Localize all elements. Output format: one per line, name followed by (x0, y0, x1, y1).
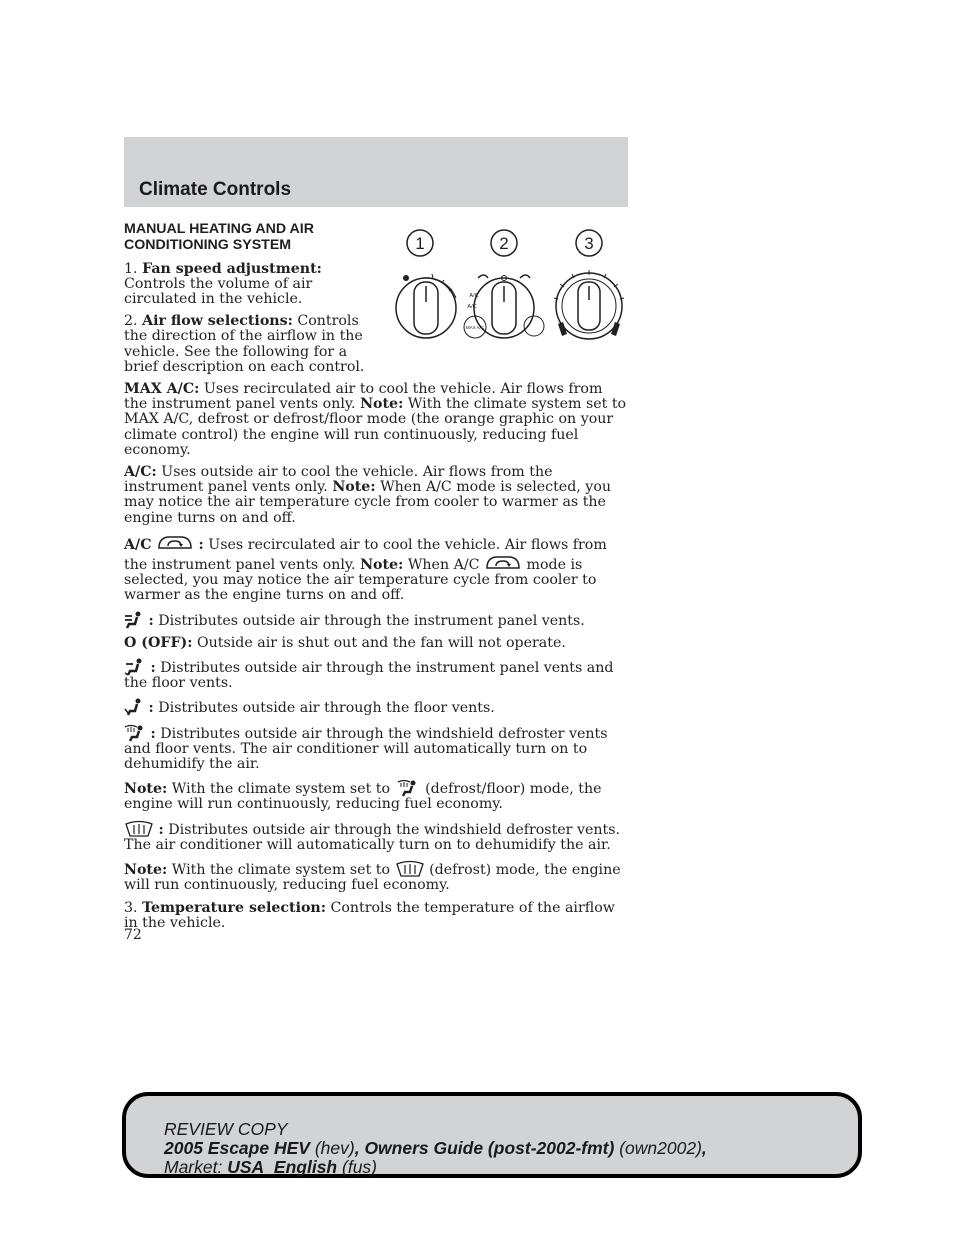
footer-text (164, 1120, 707, 1177)
fan-speed-paragraph: 1. Fan speed adjustment: Controls the volume of air circulated in the vehicle. (124, 260, 322, 307)
defrost-icon (395, 860, 425, 878)
diagram-label-2: 2 (499, 234, 509, 253)
subheading: MANUAL HEATING AND AIR CONDITIONING SYSTEM (124, 221, 314, 253)
diagram-ac-label-1: A/C (469, 293, 479, 299)
diagram-label-1: 1 (415, 234, 425, 253)
panel-floor-paragraph: : Distributes outside air through the instrument panel vents and the floor vents. (124, 660, 614, 692)
defrost-icon (124, 820, 154, 838)
diagram-max-ac-label: MAX A/C (465, 325, 485, 330)
diagram-label-3: 3 (584, 234, 594, 253)
defrost-floor-note: Note: With the climate system set to (defrost/floor) mode, the engine will run continuously, reducing fuel economy. (124, 781, 602, 813)
off-paragraph: O (OFF): Outside air is shut out and the fan will not operate. (124, 634, 566, 651)
panel-vent-icon (124, 611, 144, 629)
footer-market-line: Market: USA_English (fus) (164, 1157, 377, 1177)
panel-floor-icon (124, 658, 146, 676)
recirculation-icon (484, 553, 522, 573)
section-header-band (124, 137, 628, 207)
floor-vent-icon (124, 698, 144, 716)
review-copy-footer (122, 1092, 862, 1178)
footer-model-line: 2005 Escape HEV (hev), Owners Guide (post-2002-fmt) (own2002), (164, 1138, 707, 1158)
fan-speed-label: Fan speed adjustment: (142, 260, 322, 277)
defrost-floor-icon (124, 724, 146, 742)
air-flow-label: Air flow selections: (142, 313, 293, 330)
temperature-paragraph: 3. Temperature selection: Controls the temperature of the airflow in the vehicle. (124, 899, 615, 931)
temperature-label: Temperature selection: (142, 899, 326, 916)
defrost-note: Note: With the climate system set to (defrost) mode, the engine will run continuously, reducing fuel economy. (124, 862, 621, 894)
footer-review-copy: REVIEW COPY (164, 1119, 288, 1139)
panel-paragraph: : Distributes outside air through the instrument panel vents. (124, 611, 628, 629)
defrost-paragraph: : Distributes outside air through the windshield defroster vents. The air conditioner will automatically turn on to dehumidify the air. (124, 821, 620, 853)
defrost-floor-paragraph: : Distributes outside air through the windshield defroster vents and floor vents. The air conditioner will automatically turn on to dehumidify the air. (124, 725, 608, 773)
section-title: Climate Controls (139, 179, 292, 200)
ac-paragraph: A/C: Uses outside air to cool the vehicle. Air flows from the instrument panel vents only. Note: When A/C mode is selected, you may notice the air temperature cycle from cooler to warmer as the engine turns on and off. (124, 464, 611, 526)
ac-recirc-paragraph: A/C : Uses recirculated air to cool the vehicle. Air flows from the instrument panel vents only. Note: When A/C mode is selected, you may notice the air temperature cycle from cooler to warmer as the engine turns on and off. (124, 533, 628, 604)
air-flow-paragraph: 2. Air flow selections: Controls the direction of the airflow in the vehicle. See the following for a brief description on each control. (124, 313, 365, 375)
diagram-ac-label-2: A/C (467, 304, 477, 310)
max-ac-paragraph: MAX A/C: Uses recirculated air to cool the vehicle. Air flows from the instrument panel vents only. Note: With the climate system set to MAX A/C, defrost or defrost/floor mode (the orange graphic on your climate control) the engine will run continuously, reducing fuel economy. (124, 381, 627, 458)
recirculation-icon (156, 533, 194, 553)
floor-paragraph: : Distributes outside air through the floor vents. (124, 698, 628, 716)
page-number: 72 (124, 927, 142, 943)
defrost-floor-icon (395, 779, 421, 797)
main-content (124, 222, 628, 938)
